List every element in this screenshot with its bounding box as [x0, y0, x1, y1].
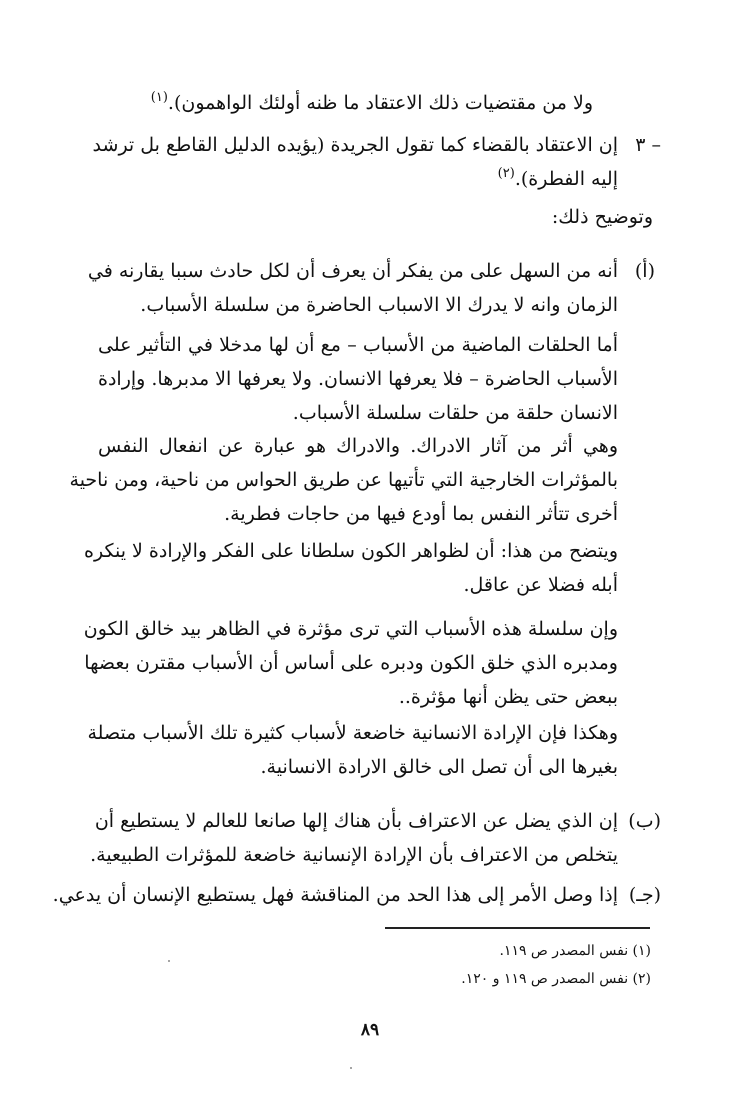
text-line: ولا من مقتضيات ذلك الاعتقاد ما ظنه أولئك الواهمون).$^{(١)}$	[150, 90, 593, 114]
text-line: أخرى تتأثر النفس بما أودع فيها من حاجات فطرية.	[224, 503, 618, 525]
text-line: إليه الفطرة).$^{(٢)}$	[497, 166, 618, 190]
text-line: وإن سلسلة هذه الأسباب التي ترى مؤثرة في الظاهر بيد خالق الكون	[83, 618, 618, 640]
text-line: الأسباب الحاضرة – فلا يعرفها الانسان. ولا يعرفها الا مدبرها. وإرادة	[98, 368, 618, 390]
footnote-divider	[385, 927, 650, 929]
text-line: وهكذا فإن الإرادة الانسانية خاضعة لأسباب كثيرة تلك الأسباب متصلة	[87, 722, 618, 744]
text-line: أنه من السهل على من يفكر أن يعرف أن لكل حادث سببا يقارنه في	[87, 260, 618, 282]
text-line: وهي أثر من آثار الادراك. والادراك هو عبارة عن انفعال النفس	[98, 435, 618, 457]
item-marker: (ب)	[628, 810, 661, 832]
footnote-ref: (١)	[150, 90, 168, 105]
item-marker: (جـ)	[628, 884, 661, 906]
text-line: الزمان وانه لا يدرك الا الاسباب الحاضرة من سلسلة الأسباب.	[140, 294, 618, 316]
text-line: وتوضيح ذلك:	[551, 206, 653, 228]
text-line: بالمؤثرات الخارجية التي تأتيها عن طريق الحواس من ناحية، ومن ناحية	[69, 469, 618, 491]
text-line: أما الحلقات الماضية من الأسباب – مع أن لها مدخلا في التأثير على	[98, 334, 618, 356]
text-line: أبله فضلا عن عاقل.	[463, 574, 618, 596]
text-line: الانسان حلقة من حلقات سلسلة الأسباب.	[292, 402, 618, 424]
item-marker: (أ)	[634, 260, 655, 282]
scan-speck	[168, 960, 170, 962]
text-line: ويتضح من هذا: أن لظواهر الكون سلطانا على الفكر والإرادة لا ينكره	[84, 540, 618, 562]
text-line: إن الاعتقاد بالقضاء كما تقول الجريدة (يؤيده الدليل القاطع بل ترشد	[92, 134, 618, 156]
item-number: ٣ –	[635, 134, 661, 156]
footnote: (١) نفس المصدر ص ١١٩.	[499, 943, 651, 959]
text-line: ببعض حتى يظن أنها مؤثرة..	[398, 686, 618, 708]
page-number: ٨٩	[360, 1020, 380, 1040]
scan-speck	[350, 1067, 352, 1069]
text-line: يتخلص من الاعتراف بأن الإرادة الإنسانية خاضعة للمؤثرات الطبيعية.	[90, 844, 618, 866]
text-line: إن الذي يضل عن الاعتراف بأن هناك إلها صانعا للعالم لا يستطيع أن	[94, 810, 618, 832]
footnote: (٢) نفس المصدر ص ١١٩ و ١٢٠.	[461, 971, 651, 987]
text-line: ومدبره الذي خلق الكون ودبره على أساس أن الأسباب مقترن بعضها	[84, 652, 618, 674]
text-line: بغيرها الى أن تصل الى خالق الارادة الانسانية.	[260, 756, 618, 778]
text-line: إذا وصل الأمر إلى هذا الحد من المناقشة فهل يستطيع الإنسان أن يدعي.	[52, 884, 618, 906]
footnote-ref: (٢)	[497, 166, 515, 181]
